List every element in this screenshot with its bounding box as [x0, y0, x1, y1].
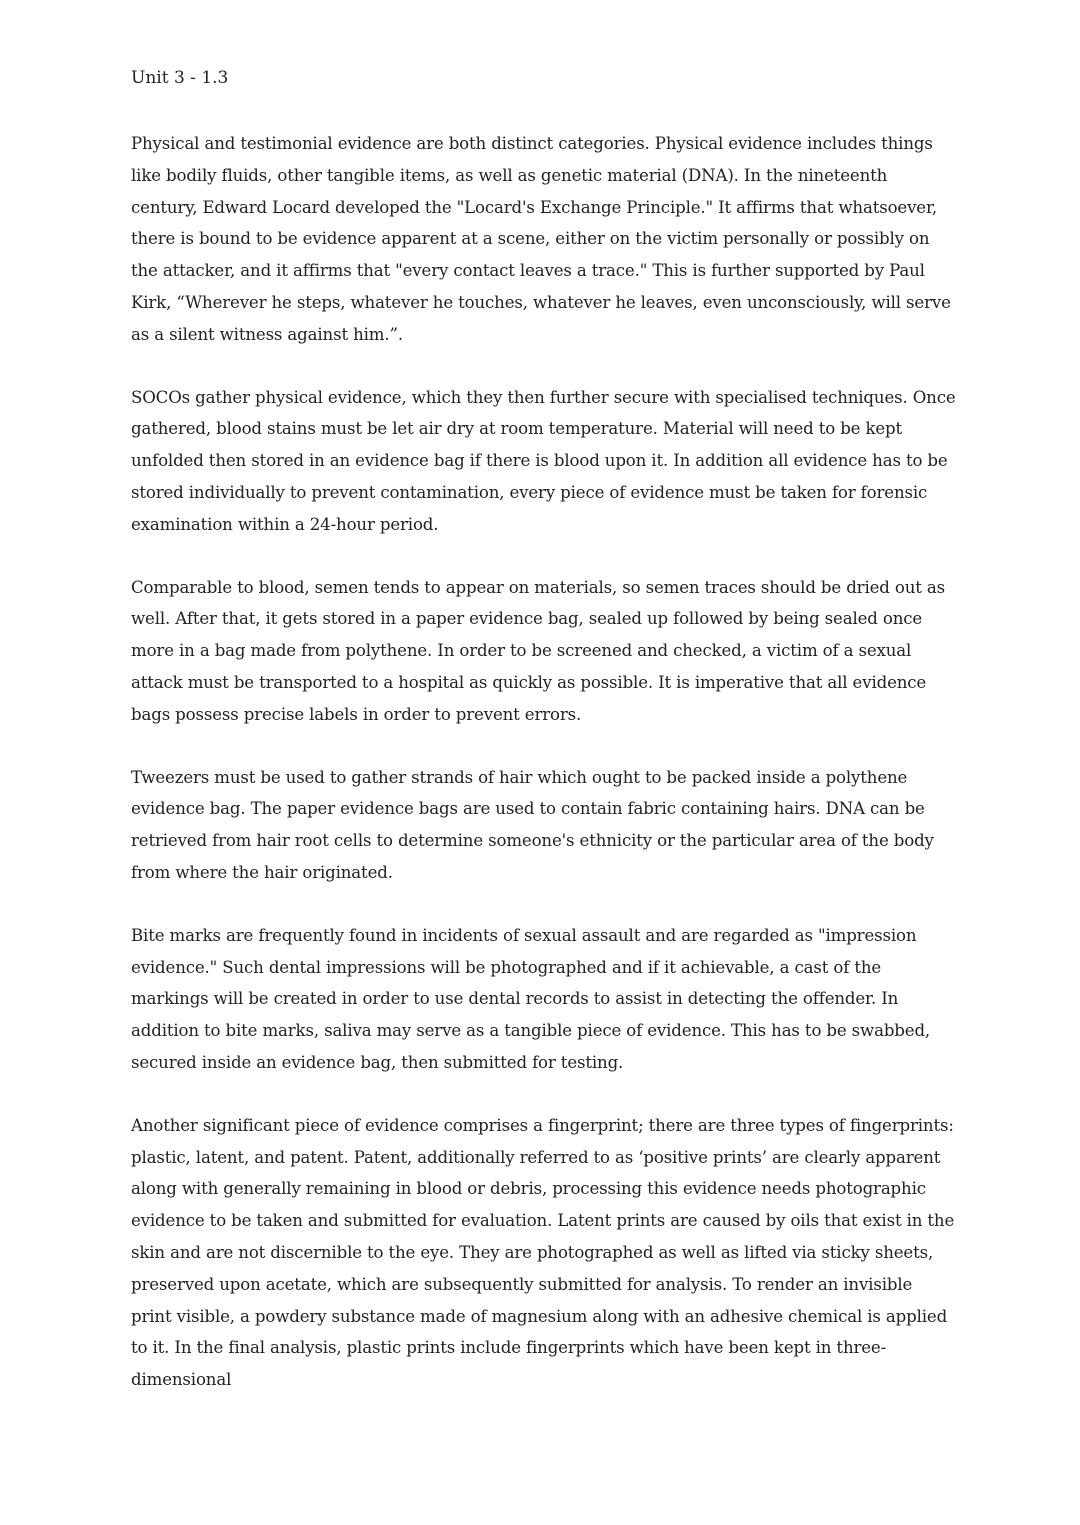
paragraph-fingerprints: Another significant piece of evidence comprises a fingerprint; there are three types of fingerprints: plastic, latent, and patent. Patent, additionally referred to as ‘positive prints’ are clearly apparent along with generally remaining in blood or debris, processing this evidence needs photographic evidence to be taken and submitted for evaluation. Latent prints are caused by oils that exist in the skin and are not discernible to the eye. They are photographed as well as lifted via sticky sheets, preserved upon acetate, which are subsequently submitted for analysis. To render an invisible print visible, a powdery substance made of magnesium along with an adhesive chemical is applied to it. In the final analysis, plastic prints include fingerprints which have been kept in three-dimensional — [131, 1115, 955, 1390]
paragraph-physical-evidence: Physical and testimonial evidence are both distinct categories. Physical evidence includes things like bodily fluids, other tangible items, as well as genetic material (DNA). In the nineteenth century, Edward Locard developed the "Locard's Exchange Principle." It affirms that whatsoever, there is bound to be evidence apparent at a scene, either on the victim personally or possibly on the attacker, and it affirms that "every contact leaves a trace." This is further supported by Paul Kirk, “Wherever he steps, whatever he touches, whatever he leaves, even unconsciously, will serve as a silent witness against him.”. — [131, 134, 951, 344]
paragraph-soco-collection: SOCOs gather physical evidence, which they then further secure with specialised techniques. Once gathered, blood stains must be let air dry at room temperature. Material will need to be kept unfolded then stored in an evidence bag if there is blood upon it. In addition all evidence has to be stored individually to prevent contamination, every piece of evidence must be taken for forensic examination within a 24-hour period. — [131, 387, 956, 534]
paragraph-hair-evidence: Tweezers must be used to gather strands of hair which ought to be packed inside a polythene evidence bag. The paper evidence bags are used to contain fabric containing hairs. DNA can be retrieved from hair root cells to determine someone's ethnicity or the particular area of the body from where the hair originated. — [131, 767, 934, 882]
unit-header: Unit 3 - 1.3 — [131, 68, 229, 88]
document-body — [131, 128, 956, 1427]
paragraph-semen-evidence: Comparable to blood, semen tends to appear on materials, so semen traces should be dried out as well. After that, it gets stored in a paper evidence bag, sealed up followed by being sealed once more in a bag made from polythene. In order to be screened and checked, a victim of a sexual attack must be transported to a hospital as quickly as possible. It is imperative that all evidence bags possess precise labels in order to prevent errors. — [131, 577, 945, 724]
paragraph-bite-marks: Bite marks are frequently found in incidents of sexual assault and are regarded as "impression evidence." Such dental impressions will be photographed and if it achievable, a cast of the markings will be created in order to use dental records to assist in detecting the offender. In addition to bite marks, saliva may serve as a tangible piece of evidence. This has to be swabbed, secured inside an evidence bag, then submitted for testing. — [131, 925, 931, 1072]
